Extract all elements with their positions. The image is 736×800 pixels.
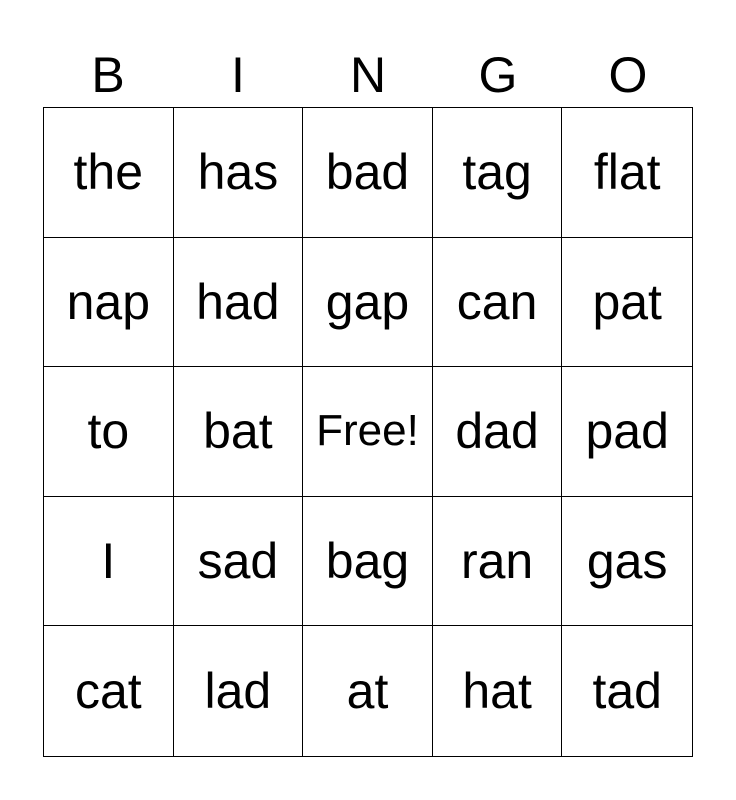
bingo-cell-r5-c4[interactable]: hat <box>433 626 563 756</box>
bingo-cell-r3-c4[interactable]: dad <box>433 367 563 497</box>
bingo-cell-r3-c5[interactable]: pad <box>562 367 692 497</box>
bingo-card <box>43 107 693 757</box>
bingo-cell-r3-c2[interactable]: bat <box>174 367 304 497</box>
header-letter-b: B <box>91 47 125 103</box>
bingo-cell-r1-c5[interactable]: flat <box>562 108 692 238</box>
bingo-cell-r3-c1[interactable]: to <box>44 367 174 497</box>
bingo-cell-r2-c3[interactable]: gap <box>303 238 433 368</box>
header-letter-n: N <box>349 47 387 103</box>
bingo-cell-r1-c1[interactable]: the <box>44 108 174 238</box>
bingo-cell-r5-c3[interactable]: at <box>303 626 433 756</box>
header-letter-g: G <box>478 47 518 103</box>
bingo-cell-r2-c4[interactable]: can <box>433 238 563 368</box>
header-letter-o: O <box>608 47 648 103</box>
bingo-cell-r2-c2[interactable]: had <box>174 238 304 368</box>
bingo-cell-r1-c4[interactable]: tag <box>433 108 563 238</box>
bingo-cell-r4-c1[interactable]: I <box>44 497 174 627</box>
bingo-cell-r5-c5[interactable]: tad <box>592 663 662 720</box>
header-letter-i: I <box>231 47 245 103</box>
bingo-cell-r5-c1[interactable]: cat <box>44 626 174 756</box>
bingo-cell-r1-c2[interactable]: has <box>174 108 304 238</box>
bingo-cell-r4-c4[interactable]: ran <box>433 497 563 627</box>
bingo-cell-r2-c1[interactable]: nap <box>44 238 174 368</box>
bingo-cell-r4-c2[interactable]: sad <box>174 497 304 627</box>
bingo-cell-r1-c3[interactable]: bad <box>303 108 433 238</box>
bingo-cell-r5-c2[interactable]: lad <box>174 626 304 756</box>
bingo-cell-r4-c3[interactable]: bag <box>303 497 433 627</box>
bingo-cell-free-space[interactable]: Free! <box>303 367 433 497</box>
bingo-header <box>43 42 693 108</box>
bingo-cell-r4-c5[interactable]: gas <box>562 497 692 627</box>
bingo-cell-r2-c5[interactable]: pat <box>562 238 692 368</box>
